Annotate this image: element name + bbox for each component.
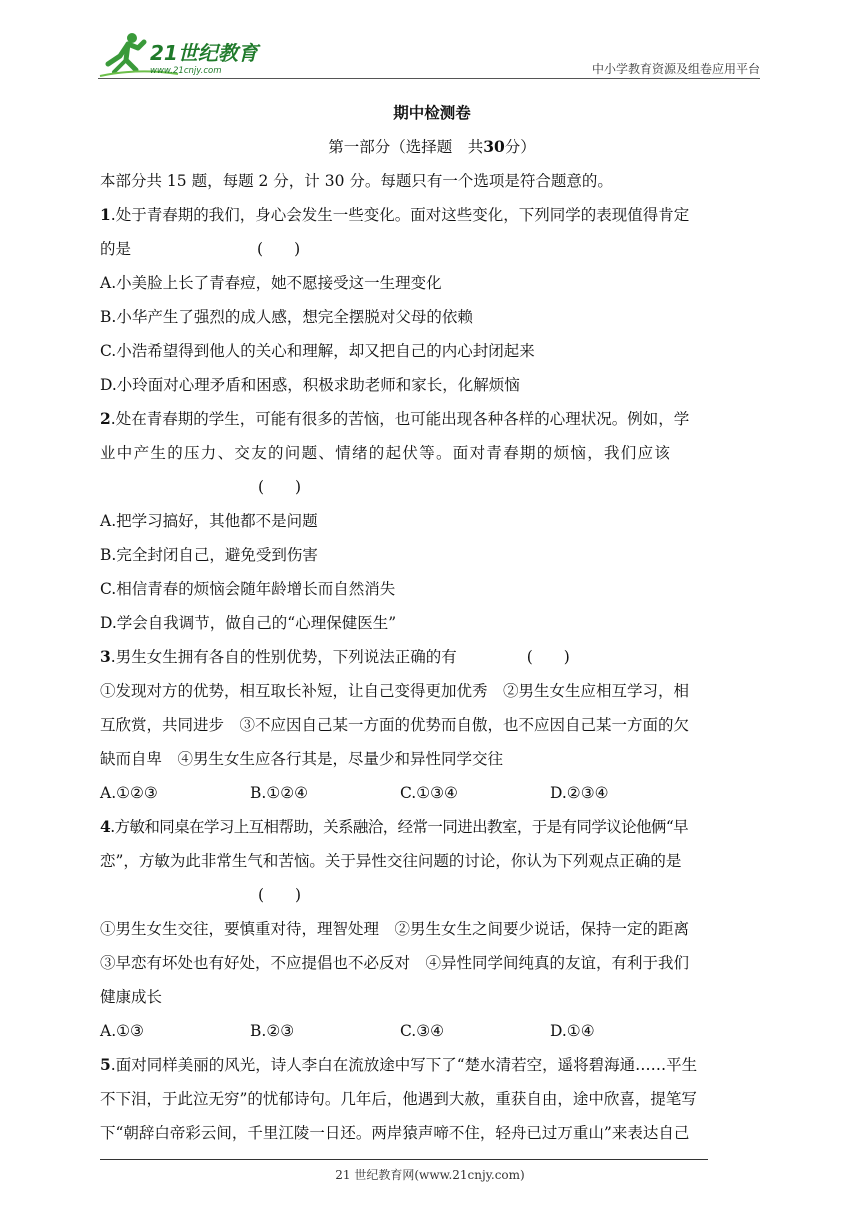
- statement-line: ①男生女生交往，要慎重对待，理智处理 ②男生女生之间要少说话，保持一定的距离: [100, 920, 690, 938]
- question-4: [100, 810, 764, 1048]
- part-suffix: 分）: [504, 138, 536, 156]
- part-score: 30: [483, 137, 505, 156]
- answer-bracket: ( ): [257, 240, 301, 258]
- page-header: [98, 22, 760, 80]
- answer-bracket-line: [100, 878, 764, 912]
- question-number: 2: [100, 409, 111, 428]
- choice-c: C.③④: [400, 1022, 445, 1040]
- option-a: A.小美脸上长了青春痘，她不愿接受这一生理变化: [100, 274, 442, 292]
- part-heading: [100, 130, 764, 164]
- question-stem: 2.处在青春期的学生，可能有很多的苦恼，也可能出现各种各样的心理状况。例如，学: [100, 409, 690, 428]
- choices-row: [100, 1014, 764, 1048]
- question-stem: 下“朝辞白帝彩云间，千里江陵一日还。两岸猿声啼不住，轻舟已过万重山”来表达自己: [100, 1124, 690, 1142]
- exam-content: [100, 96, 764, 1150]
- runner-logo-icon: [98, 30, 278, 78]
- choice-a: A.①②③: [100, 784, 158, 802]
- stem-line: 处在青春期的学生，可能有很多的苦恼，也可能出现各种各样的心理状况。例如，学: [115, 410, 690, 428]
- header-divider: [98, 78, 760, 79]
- question-stem: 业中产生的压力、交友的问题、情绪的起伏等。面对青春期的烦恼，我们应该: [100, 444, 672, 462]
- svg-text:21世纪教育: 21世纪教育: [150, 41, 258, 65]
- question-number: 3: [100, 647, 111, 666]
- question-1: [100, 198, 764, 402]
- option-c: C.相信青春的烦恼会随年龄增长而自然消失: [100, 580, 396, 598]
- choices-row: [100, 776, 764, 810]
- question-stem: 恋”，方敏为此非常生气和苦恼。关于异性交往问题的讨论，你认为下列观点正确的是: [100, 852, 682, 870]
- stem-line: 方敏和同桌在学习上互相帮助，关系融洽，经常一同进出教室，于是有同学议论他俩“早: [114, 818, 689, 836]
- question-stem: 4.方敏和同桌在学习上互相帮助，关系融洽，经常一同进出教室，于是有同学议论他俩“早: [100, 817, 689, 836]
- statement-line: 互欣赏，共同进步 ③不应因自己某一方面的优势而自傲，也不应因自己某一方面的欠: [100, 716, 690, 734]
- option-a: A.把学习搞好，其他都不是问题: [100, 512, 318, 530]
- part-prefix: 第一部分（选择题 共: [328, 138, 484, 156]
- choice-b: B.②③: [250, 1022, 295, 1040]
- question-number: 1: [100, 205, 111, 224]
- option-d: D.学会自我调节，做自己的“心理保健医生”: [100, 614, 397, 632]
- question-2: [100, 402, 764, 640]
- choice-d: D.①④: [550, 1022, 595, 1040]
- answer-bracket: ( ): [526, 648, 570, 666]
- choice-c: C.①③④: [400, 784, 458, 802]
- answer-bracket: ( ): [258, 886, 302, 904]
- option-c: C.小浩希望得到他人的关心和理解，却又把自己的内心封闭起来: [100, 342, 535, 360]
- answer-bracket-line: [100, 470, 764, 504]
- header-platform-text: 中小学教育资源及组卷应用平台: [591, 62, 760, 76]
- page-footer: 21 世纪教育网(www.21cnjy.com): [335, 1168, 525, 1182]
- exam-title: 期中检测卷: [393, 103, 471, 122]
- answer-bracket: ( ): [258, 478, 302, 496]
- question-stem: 3.男生女生拥有各自的性别优势，下列说法正确的有 ( ): [100, 647, 570, 666]
- stem-line: 的是: [100, 240, 132, 258]
- question-3: [100, 640, 764, 810]
- question-stem: 不下泪，于此泣无穷”的忧郁诗句。几年后，他遇到大赦，重获自由，途中欣喜，提笔写: [100, 1090, 697, 1108]
- svg-text:www.21cnjy.com: www.21cnjy.com: [150, 66, 222, 76]
- statement-line: ①发现对方的优势，相互取长补短，让自己变得更加优秀 ②男生女生应相互学习，相: [100, 682, 690, 700]
- question-5: [100, 1048, 764, 1150]
- logo: [98, 30, 278, 78]
- statement-line: ③早恋有坏处也有好处，不应提倡也不必反对 ④异性同学间纯真的友谊，有利于我们: [100, 954, 690, 972]
- option-b: B.完全封闭自己，避免受到伤害: [100, 546, 318, 564]
- question-number: 4: [100, 817, 111, 836]
- choice-a: A.①③: [100, 1022, 144, 1040]
- question-stem: 1.处于青春期的我们，身心会发生一些变化。面对这些变化，下列同学的表现值得肯定: [100, 205, 690, 224]
- option-b: B.小华产生了强烈的成人感，想完全摆脱对父母的依赖: [100, 308, 473, 326]
- question-stem: 5.面对同样美丽的风光，诗人李白在流放途中写下了“楚水清若空，遥将碧海通……平生: [100, 1055, 698, 1074]
- choice-d: D.②③④: [550, 784, 609, 802]
- question-stem: [100, 232, 764, 266]
- stem-line: 男生女生拥有各自的性别优势，下列说法正确的有: [115, 648, 457, 666]
- instructions: 本部分共 15 题，每题 2 分，计 30 分。每题只有一个选项是符合题意的。: [100, 172, 613, 190]
- question-number: 5: [100, 1055, 111, 1074]
- stem-line: 处于青春期的我们，身心会发生一些变化。面对这些变化，下列同学的表现值得肯定: [115, 206, 690, 224]
- option-d: D.小玲面对心理矛盾和困惑，积极求助老师和家长，化解烦恼: [100, 376, 520, 394]
- statement-line: 缺而自卑 ④男生女生应各行其是，尽量少和异性同学交往: [100, 750, 504, 768]
- statement-line: 健康成长: [100, 988, 163, 1006]
- choice-b: B.①②④: [250, 784, 309, 802]
- stem-line: 面对同样美丽的风光，诗人李白在流放途中写下了“楚水清若空，遥将碧海通……平生: [115, 1056, 698, 1074]
- footer-divider: [100, 1159, 708, 1160]
